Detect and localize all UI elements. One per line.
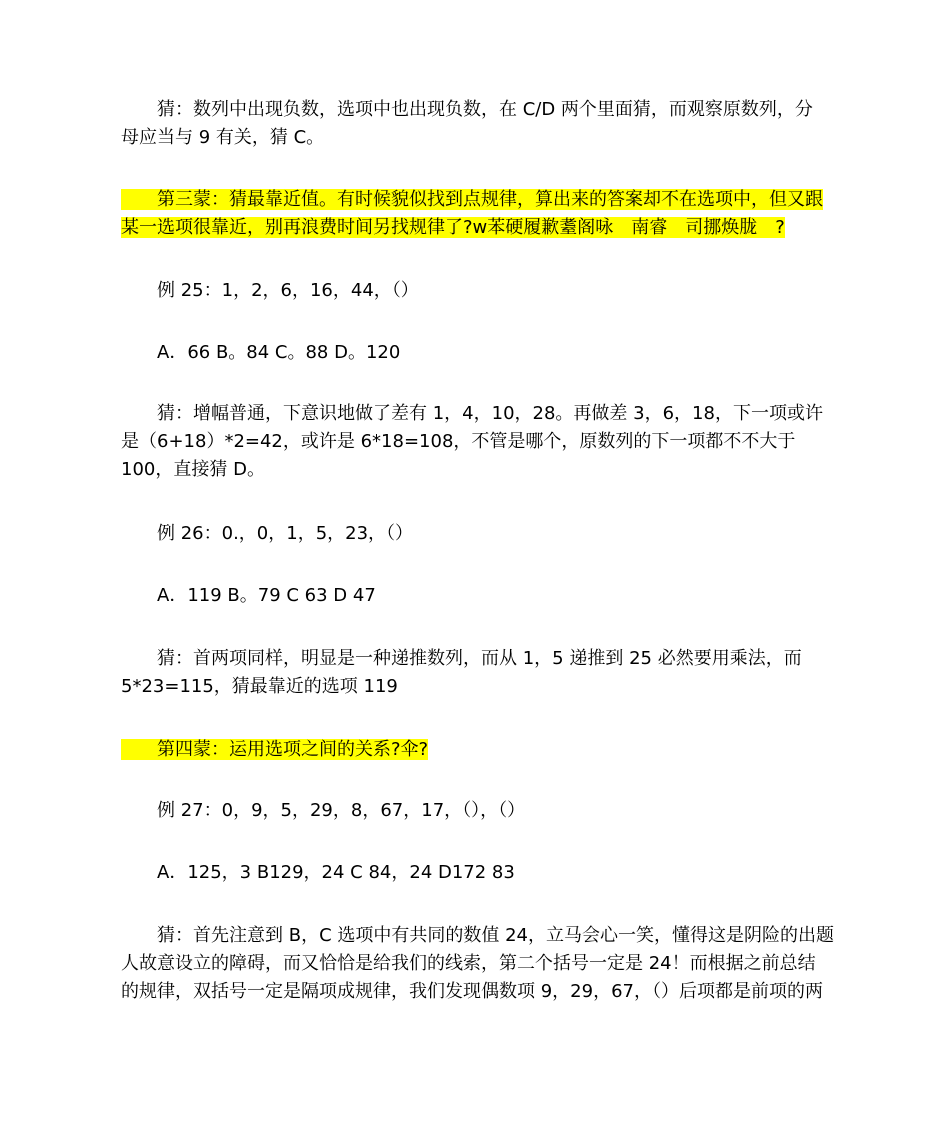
text-line: 猜：数列中出现负数，选项中也出现负数，在 C/D 两个里面猜，而观察原数列，分 [121, 99, 813, 120]
text-line: 5*23=115，猜最靠近的选项 119 [121, 676, 398, 697]
text-line: 人故意设立的障碍，而又恰恰是给我们的线索，第二个括号一定是 24！而根据之前总结 [121, 953, 816, 974]
text-line: 是（6+18）*2=42，或许是 6*18=108，不管是哪个，原数列的下一项都不不大于 [121, 431, 796, 452]
text-line: 的规律，双括号一定是隔项成规律，我们发现偶数项 9，29，67，（）后项都是前项的两 [121, 981, 823, 1002]
heading-third-trick [121, 186, 833, 242]
paragraph-guess-27 [121, 922, 833, 1006]
text-line: 猜：增幅普通，下意识地做了差有 1，4，10，28。再做差 3，6，18，下一项或许 [121, 403, 823, 424]
example-26-options [121, 582, 833, 610]
heading-fourth-trick [121, 736, 833, 764]
text-line: 母应当与 9 有关，猜 C。 [121, 127, 325, 148]
paragraph-guess-26 [121, 645, 833, 701]
highlighted-text: 某一选项很靠近，别再浪费时间另找规律了?w苯硬履歉耋阁咏 南睿 司挪焕胧 ? [121, 217, 785, 238]
text-line: A．119 B。79 C 63 D 47 [121, 585, 376, 606]
text-line: 例 26：0.，0，1，5，23，（） [121, 523, 414, 544]
text-line: 100，直接猜 D。 [121, 459, 265, 480]
text-line: A．66 B。84 C。88 D。120 [121, 342, 401, 363]
paragraph-guess-negative [121, 96, 833, 152]
example-27-options [121, 859, 833, 887]
text-line: 猜：首两项同样，明显是一种递推数列，而从 1，5 递推到 25 必然要用乘法，而 [121, 648, 802, 669]
highlighted-text: 第四蒙：运用选项之间的关系?伞? [121, 739, 429, 760]
example-25 [121, 277, 833, 305]
text-line: 猜：首先注意到 B，C 选项中有共同的数值 24，立马会心一笑，懂得这是阴险的出题 [121, 925, 834, 946]
text-line: A．125，3 B129，24 C 84，24 D172 83 [121, 862, 515, 883]
text-line: 例 25：1，2，6，16，44，（） [121, 280, 419, 301]
example-26 [121, 520, 833, 548]
example-27 [121, 797, 833, 825]
text-line: 例 27：0，9，5，29，8，67，17，（），（） [121, 800, 526, 821]
example-25-options [121, 339, 833, 367]
paragraph-guess-25 [121, 400, 833, 484]
highlighted-text: 第三蒙：猜最靠近值。有时候貌似找到点规律，算出来的答案却不在选项中，但又跟 [121, 189, 823, 210]
